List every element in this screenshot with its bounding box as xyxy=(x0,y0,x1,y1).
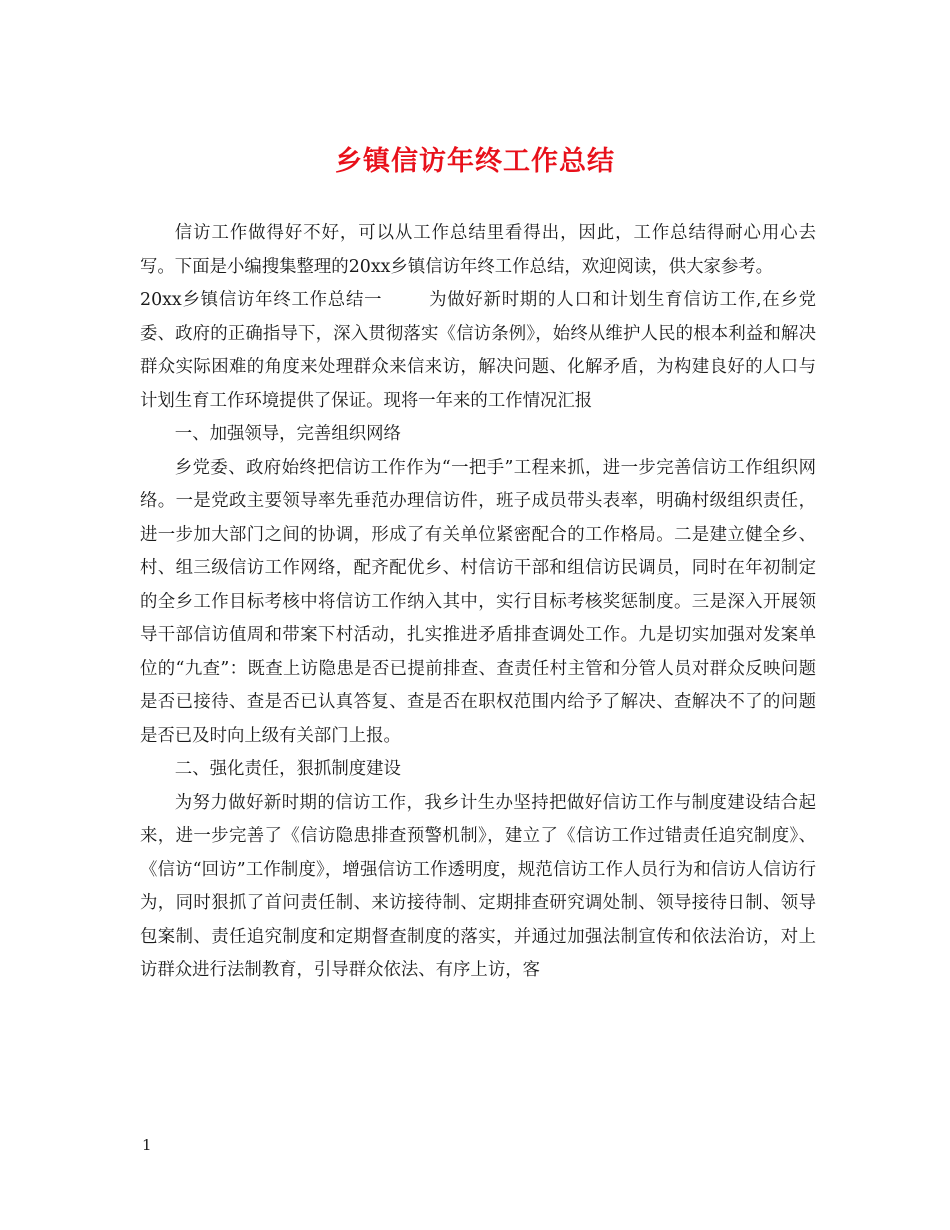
page-number: 1 xyxy=(142,1136,152,1154)
heading-1: 一、加强领导，完善组织网络 xyxy=(174,424,401,444)
section-lead: 为做好新时期的人口和计划生育信访工作,在乡党委、政府的正确指导下，深入贯彻落实《信访条例》，始终从维护人民的根本利益和解决群众实际困难的角度来处理群众来信来访，解决问题、化解矛盾，为构建良好的人口与计划生育工作环境提供了保证。现将一年来的工作情况汇报 xyxy=(140,290,816,411)
intro-paragraph: 信访工作做得好不好，可以从工作总结里看得出，因此，工作总结得耐心用心去写。下面是小编搜集整理的20xx乡镇信访年终工作总结，欢迎阅读，供大家参考。 xyxy=(140,223,816,277)
section-heading: 20xx乡镇信访年终工作总结一 xyxy=(140,290,383,310)
document-body xyxy=(140,217,816,988)
heading-2: 二、强化责任，狠抓制度建设 xyxy=(174,759,401,779)
paragraph-2: 为努力做好新时期的信访工作，我乡计生办坚持把做好信访工作与制度建设结合起来，进一步完善了《信访隐患排查预警机制》，建立了《信访工作过错责任追究制度》、《信访“回访”工作制度》，增强信访工作透明度，规范信访工作人员行为和信访人信访行为，同时狠抓了首问责任制、来访接待制、定期排查研究调处制、领导接待日制、领导包案制、责任追究制度和定期督查制度的落实，并通过加强法制宣传和依法治访，对上访群众进行法制教育，引导群众依法、有序上访，客 xyxy=(140,792,816,980)
page-title: 乡镇信访年终工作总结 xyxy=(335,146,615,177)
section-paragraph xyxy=(140,284,816,418)
paragraph-1: 乡党委、政府始终把信访工作作为“一把手”工程来抓，进一步完善信访工作组织网络。一是党政主要领导率先垂范办理信访件，班子成员带头表率，明确村级组织责任，进一步加大部门之间的协调，形成了有关单位紧密配合的工作格局。二是建立健全乡、村、组三级信访工作网络，配齐配优乡、村信访干部和组信访民调员，同时在年初制定的全乡工作目标考核中将信访工作纳入其中，实行目标考核奖惩制度。三是深入开展领导干部信访值周和带案下村活动，扎实推进矛盾排查调处工作。九是切实加强对发案单位的“九查”：既查上访隐患是否已提前排查、查责任村主管和分管人员对群众反映问题是否已接待、查是否已认真答复、查是否在职权范围内给予了解决、查解决不了的问题是否已及时向上级有关部门上报。 xyxy=(140,457,816,746)
